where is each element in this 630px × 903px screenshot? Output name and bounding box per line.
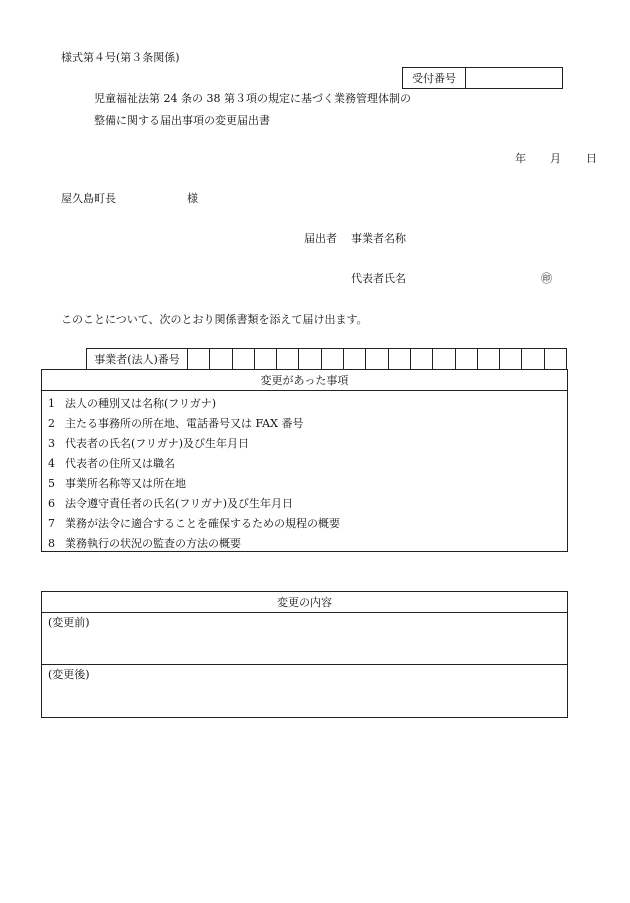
- business-number-cell[interactable]: [344, 349, 366, 369]
- change-before-section[interactable]: [42, 613, 567, 665]
- change-after-label: (変更後): [48, 668, 90, 681]
- business-number-cell[interactable]: [500, 349, 522, 369]
- business-number-cell[interactable]: [389, 349, 411, 369]
- business-number-cell[interactable]: [299, 349, 321, 369]
- item-number: 3: [48, 436, 55, 450]
- changed-items-header: 変更があった事項: [42, 370, 567, 391]
- date-year: 年: [515, 152, 526, 165]
- item-number: 7: [48, 516, 55, 530]
- item-text: 業務執行の状況の監査の方法の概要: [65, 537, 241, 550]
- changed-items-table: [41, 369, 568, 552]
- business-number-cell[interactable]: [255, 349, 277, 369]
- item-text: 業務が法令に適合することを確保するための規程の概要: [65, 517, 340, 530]
- business-number-cell[interactable]: [411, 349, 433, 369]
- addressee-suffix: 様: [187, 192, 198, 205]
- changed-item-row[interactable]: [42, 413, 567, 433]
- form-title-line-1: 児童福祉法第 24 条の 38 第３項の規定に基づく業務管理体制の: [94, 92, 411, 105]
- business-number-cell[interactable]: [545, 349, 566, 369]
- changed-item-row[interactable]: [42, 473, 567, 493]
- business-number-cell[interactable]: [210, 349, 232, 369]
- form-number-label: 様式第４号(第３条関係): [61, 51, 180, 64]
- notifier-label: 届出者: [304, 232, 337, 245]
- business-number-cell[interactable]: [456, 349, 478, 369]
- changed-item-row[interactable]: [42, 493, 567, 513]
- form-title-line-2: 整備に関する届出事項の変更届出書: [94, 114, 270, 127]
- business-number-cell[interactable]: [188, 349, 210, 369]
- item-number: 1: [48, 396, 55, 410]
- item-text: 法令遵守責任者の氏名(フリガナ)及び生年月日: [65, 497, 294, 510]
- receipt-number-label: 受付番号: [403, 68, 466, 88]
- item-text: 代表者の住所又は職名: [65, 457, 175, 470]
- changed-item-row[interactable]: [42, 393, 567, 413]
- changed-item-row[interactable]: [42, 453, 567, 473]
- change-after-section[interactable]: [42, 665, 567, 718]
- seal-mark: ㊞: [541, 272, 552, 285]
- changed-item-row[interactable]: [42, 513, 567, 533]
- item-number: 4: [48, 456, 55, 470]
- changed-item-row[interactable]: [42, 533, 567, 553]
- item-number: 5: [48, 476, 55, 490]
- addressee: 屋久島町長: [61, 192, 116, 205]
- date-day: 日: [586, 152, 597, 165]
- change-content-header: 変更の内容: [42, 592, 567, 613]
- item-number: 2: [48, 416, 55, 430]
- business-number-cell[interactable]: [478, 349, 500, 369]
- statement-text: このことについて、次のとおり関係書類を添えて届け出ます。: [61, 313, 368, 326]
- changed-items-list: [42, 391, 567, 553]
- date-month: 月: [550, 152, 561, 165]
- representative-name-field[interactable]: [412, 269, 532, 287]
- changed-item-row[interactable]: [42, 433, 567, 453]
- item-text: 法人の種別又は名称(フリガナ): [65, 397, 217, 410]
- item-text: 事業所名称等又は所在地: [65, 477, 186, 490]
- business-number-cell[interactable]: [233, 349, 255, 369]
- receipt-number-box: [402, 67, 563, 89]
- representative-label: 代表者氏名: [351, 272, 406, 285]
- business-number-label: 事業者(法人)番号: [87, 349, 188, 369]
- business-number-cell[interactable]: [277, 349, 299, 369]
- business-number-row: [86, 348, 567, 369]
- item-number: 6: [48, 496, 55, 510]
- item-text: 代表者の氏名(フリガナ)及び生年月日: [65, 437, 250, 450]
- business-name-label: 事業者名称: [351, 232, 406, 245]
- change-content-table: [41, 591, 568, 718]
- item-number: 8: [48, 536, 55, 550]
- receipt-number-field[interactable]: [466, 68, 562, 88]
- business-number-cell[interactable]: [433, 349, 455, 369]
- change-before-label: (変更前): [48, 616, 90, 629]
- business-name-field[interactable]: [412, 229, 562, 247]
- business-number-cell[interactable]: [522, 349, 544, 369]
- business-number-cell[interactable]: [366, 349, 388, 369]
- business-number-cell[interactable]: [322, 349, 344, 369]
- item-text: 主たる事務所の所在地、電話番号又は FAX 番号: [65, 417, 304, 430]
